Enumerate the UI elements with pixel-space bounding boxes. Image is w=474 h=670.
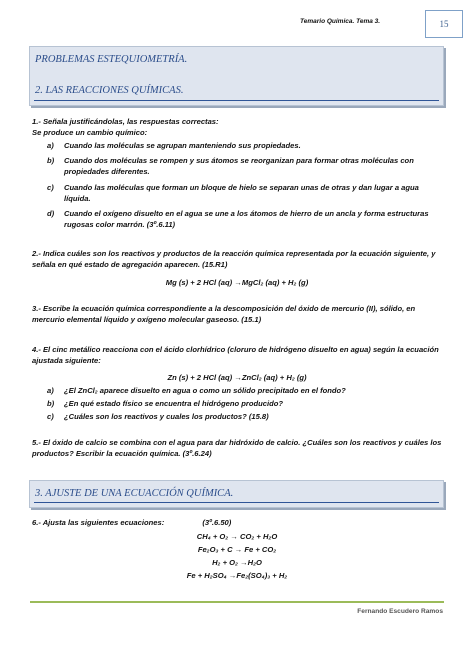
q1-item-b-label: b) xyxy=(47,156,55,165)
section-title-reacciones: 2. LAS REACCIONES QUÍMICAS. xyxy=(35,85,184,96)
q5-text: 5.- El óxido de calcio se combina con el agua para dar hidróxido de calcio. ¿Cuáles son los reactivos y cuáles los productos? Escribir la ecuación química. (3º.6.24) xyxy=(32,438,442,458)
page-number: 15 xyxy=(425,10,463,38)
q4-item-b-label: b) xyxy=(47,399,55,408)
q4-equation: Zn (s) + 2 HCl (aq) →ZnCl₂ (aq) + H₂ (g) xyxy=(167,373,307,382)
q1-item-c-label: c) xyxy=(47,183,54,192)
q1-intro: Se produce un cambio químico: xyxy=(32,128,148,137)
q1-title: 1.- Señala justificándolas, las respuestas correctas: xyxy=(32,117,219,126)
section-rule-2 xyxy=(34,502,439,503)
q1-item-d-label: d) xyxy=(47,209,55,218)
q4-item-a-label: a) xyxy=(47,386,54,395)
section-box-ajuste xyxy=(29,480,444,508)
q4-text: 4.- El cinc metálico reacciona con el ácido clorhídrico (cloruro de hidrógeno disuelto en agua) según la ecuación ajustada siguiente: xyxy=(32,345,439,365)
q1-item-d-text: Cuando el oxígeno disuelto en el agua se une a los átomos de hierro de un ancla y forma estructuras rugosas color marrón. (3º.6.11) xyxy=(64,209,429,229)
q1-item-a-text: Cuando las moléculas se agrupan manteniendo sus propiedades. xyxy=(64,141,301,150)
section-box-reacciones xyxy=(29,46,444,106)
q1-item-c-text: Cuando las moléculas que forman un bloque de hielo se separan unas de otras y dan lugar a agua líquida. xyxy=(64,183,419,203)
q6-text xyxy=(32,518,444,529)
section-rule xyxy=(34,100,439,101)
q4-item-c-text: ¿Cuáles son los reactivos y cuales los productos? (15.8) xyxy=(64,412,269,421)
q6-equation-2: Fe₂O₃ + C → Fe + CO₂ xyxy=(197,545,277,554)
footer-author: Fernando Escudero Ramos xyxy=(357,608,443,615)
q2-text: 2.- Indica cuáles son los reactivos y productos de la reacción química representada por la ecuación siguiente, y señala en qué estado de agregación aparecen. (15.R1) xyxy=(32,249,436,269)
q4-item-a-text: ¿El ZnCl₂ aparece disuelto en agua o como un sólido precipitado en el fondo? xyxy=(64,386,346,395)
page-header xyxy=(0,0,474,40)
q4-item-b-text: ¿En qué estado físico se encuentra el hidrógeno producido? xyxy=(64,399,283,408)
section-title-ajuste: 3. AJUSTE DE UNA ECUACCIÓN QUÍMICA. xyxy=(35,488,234,499)
q1-item-b-text: Cuando dos moléculas se rompen y sus átomos se reorganizan para formar otras moléculas con propiedades diferentes. xyxy=(64,156,414,176)
q6-equation-3: H₂ + O₂ →H₂O xyxy=(212,558,262,567)
q4-item-c-label: c) xyxy=(47,412,54,421)
section-title-problemas: PROBLEMAS ESTEQUIOMETRÍA. xyxy=(35,54,188,65)
header-title: Temario Química. Tema 3. xyxy=(300,18,381,25)
q2-equation: Mg (s) + 2 HCl (aq) →MgCl₂ (aq) + H₂ (g) xyxy=(165,278,309,287)
q6-equation-1: CH₄ + O₂ → CO₂ + H₂O xyxy=(196,532,278,541)
q6-equation-4: Fe + H₂SO₄ →Fe₂(SO₄)₃ + H₂ xyxy=(186,571,288,580)
q6-instruction: 6.- Ajusta las siguientes ecuaciones: xyxy=(32,518,165,527)
footer-divider xyxy=(30,601,444,603)
q3-text: 3.- Escribe la ecuación química correspondiente a la descomposición del óxido de mercurio (II), sólido, en mercurio elemental líquido y oxígeno molecular gaseoso. (15.1) xyxy=(32,304,416,324)
q1-item-a-label: a) xyxy=(47,141,54,150)
q6-reference: (3º.6.50) xyxy=(202,518,232,527)
